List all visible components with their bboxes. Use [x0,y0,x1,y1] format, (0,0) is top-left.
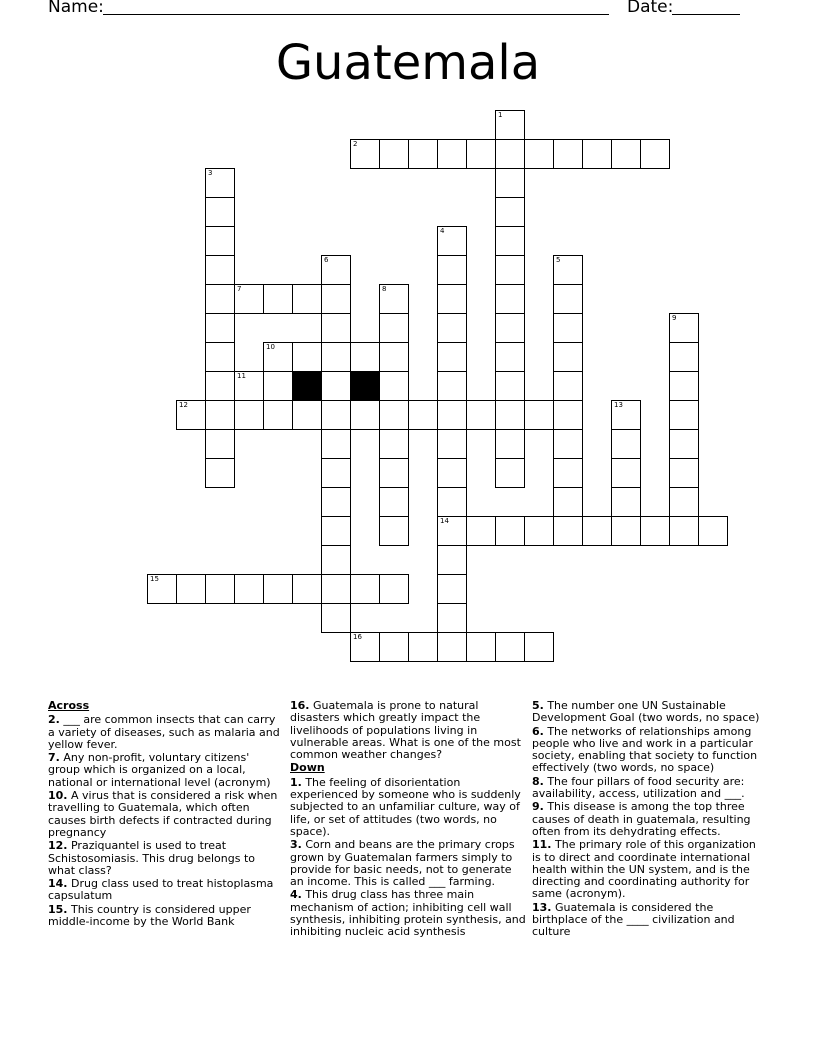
grid-cell[interactable] [379,458,409,488]
grid-cell[interactable] [466,632,496,662]
grid-cell[interactable] [611,516,641,546]
grid-cell[interactable] [321,574,351,604]
clue-number: 8. [532,774,544,788]
grid-cell[interactable] [495,371,525,401]
grid-cell[interactable] [611,139,641,169]
clue-text: Praziquantel is used to treat Schistosomiasis. This drug belongs to what class? [48,839,256,877]
grid-cell[interactable] [379,487,409,517]
clue-text: A virus that is considered a risk when travelling to Guatemala, which often causes birth defects if contracted during pregnancy [48,789,278,839]
grid-cell[interactable] [437,545,467,575]
clue-down-8 [532,776,764,801]
black-cell [292,371,322,401]
grid-cell[interactable] [582,516,612,546]
grid-cell[interactable] [495,458,525,488]
grid-cell[interactable] [669,516,699,546]
grid-cell[interactable] [495,429,525,459]
grid-cell[interactable] [205,313,235,343]
grid-cell[interactable] [437,458,467,488]
clue-number: 1. [290,775,302,789]
grid-cell[interactable] [379,284,409,314]
grid-cell[interactable] [379,516,409,546]
grid-cell[interactable] [408,632,438,662]
black-cell [350,371,380,401]
cell-number: 16 [353,633,362,641]
clue-text: This country is considered upper middle-income by the World Bank [48,902,251,929]
grid-cell[interactable] [437,255,467,285]
grid-cell[interactable] [234,284,264,314]
grid-cell[interactable] [495,110,525,140]
grid-cell[interactable] [669,313,699,343]
grid-cell[interactable] [205,429,235,459]
grid-cell[interactable] [495,255,525,285]
puzzle-title: Guatemala [275,35,541,91]
grid-cell[interactable] [350,632,380,662]
cell-number: 13 [614,401,623,409]
clue-number: 13. [532,900,552,914]
clue-column-3 [532,700,764,940]
cell-number: 10 [266,343,275,351]
cell-number: 8 [382,285,387,293]
clue-text: Guatemala is prone to natural disasters which greatly impact the livelihoods of populations living in vulnerable areas. What is one of the most common weather changes? [290,699,521,762]
grid-cell[interactable] [495,168,525,198]
cell-number: 4 [440,227,445,235]
grid-cell[interactable] [205,342,235,372]
grid-cell[interactable] [466,516,496,546]
cell-number: 7 [237,285,242,293]
cell-number: 9 [672,314,677,322]
clue-down-5 [532,700,764,725]
clue-number: 14. [48,877,68,891]
clue-across-12 [48,840,284,877]
clue-text: The feeling of disorientation experienced by someone who is suddenly subjected to an unfamiliar culture, way of life, or set of attitudes (two words, no space). [290,775,521,838]
grid-cell[interactable] [669,429,699,459]
grid-cell[interactable] [437,516,467,546]
grid-cell[interactable] [553,371,583,401]
grid-cell[interactable] [495,139,525,169]
grid-cell[interactable] [495,632,525,662]
grid-cell[interactable] [437,313,467,343]
grid-cell[interactable] [205,284,235,314]
grid-cell[interactable] [205,168,235,198]
grid-cell[interactable] [437,371,467,401]
clue-down-9 [532,801,764,838]
across-heading: Across [48,699,90,712]
clue-number: 2. [48,713,60,727]
grid-cell[interactable] [495,516,525,546]
clue-number: 7. [48,751,60,765]
grid-cell[interactable] [524,516,554,546]
grid-cell[interactable] [350,342,380,372]
grid-cell[interactable] [437,342,467,372]
cell-number: 5 [556,256,561,264]
clue-text: The four pillars of food security are: availability, access, utilization and ___. [532,774,745,801]
grid-cell[interactable] [553,255,583,285]
grid-cell[interactable] [292,284,322,314]
grid-cell[interactable] [437,603,467,633]
clue-down-6 [532,726,764,775]
grid-cell[interactable] [379,574,409,604]
clue-text: Any non-profit, voluntary citizens' group which is organized on a local, national or international level (acronym) [48,751,271,789]
grid-cell[interactable] [205,458,235,488]
clue-text: Guatemala is considered the birthplace of the ____ civilization and culture [532,900,735,939]
grid-cell[interactable] [379,139,409,169]
clue-text: The networks of relationships among people who live and work in a particular society, enabling that society to function effectively (two words, no space) [532,724,758,775]
grid-cell[interactable] [321,400,351,430]
grid-cell[interactable] [321,255,351,285]
grid-cell[interactable] [379,371,409,401]
cell-number: 6 [324,256,329,264]
grid-cell[interactable] [553,516,583,546]
grid-cell[interactable] [437,226,467,256]
grid-cell[interactable] [669,371,699,401]
grid-cell[interactable] [205,400,235,430]
grid-cell[interactable] [176,574,206,604]
grid-cell[interactable] [321,487,351,517]
grid-cell[interactable] [524,400,554,430]
cell-number: 15 [150,575,159,583]
grid-cell[interactable] [669,400,699,430]
grid-cell[interactable] [495,284,525,314]
grid-cell[interactable] [205,197,235,227]
grid-cell[interactable] [698,516,728,546]
clue-text: The primary role of this organization is to direct and coordinate international health within the UN system, and is the directing and coordinating authority for same (acronym). [532,838,756,901]
grid-cell[interactable] [321,458,351,488]
clue-across-15 [48,904,284,929]
grid-cell[interactable] [292,574,322,604]
grid-cell[interactable] [350,139,380,169]
grid-cell[interactable] [205,226,235,256]
grid-cell[interactable] [205,255,235,285]
grid-cell[interactable] [495,400,525,430]
grid-cell[interactable] [292,400,322,430]
grid-cell[interactable] [321,342,351,372]
grid-cell[interactable] [611,400,641,430]
clue-across-2 [48,714,284,751]
grid-cell[interactable] [379,313,409,343]
clue-across-14 [48,878,284,903]
grid-cell[interactable] [640,139,670,169]
grid-cell[interactable] [495,197,525,227]
grid-cell[interactable] [321,429,351,459]
cell-number: 3 [208,169,213,177]
clue-number: 12. [48,839,68,853]
clue-down-3 [290,839,526,888]
clue-down-1 [290,777,526,838]
grid-cell[interactable] [437,574,467,604]
grid-cell[interactable] [234,371,264,401]
grid-cell[interactable] [321,603,351,633]
grid-cell[interactable] [553,400,583,430]
clue-number: 10. [48,789,68,803]
clue-text: The number one UN Sustainable Development Goal (two words, no space) [532,699,760,725]
clue-number: 3. [290,838,302,852]
clue-across-7 [48,752,284,789]
grid-cell[interactable] [553,458,583,488]
clue-text: Corn and beans are the primary crops grown by Guatemalan farmers simply to provide for basic needs, not to generate an income. This is called ___ farming. [290,838,515,889]
grid-cell[interactable] [524,139,554,169]
grid-cell[interactable] [292,342,322,372]
grid-cell[interactable] [437,429,467,459]
cell-number: 2 [353,140,358,148]
grid-cell[interactable] [640,516,670,546]
grid-cell[interactable] [669,342,699,372]
grid-cell[interactable] [263,400,293,430]
grid-cell[interactable] [408,139,438,169]
grid-cell[interactable] [350,574,380,604]
grid-cell[interactable] [234,400,264,430]
grid-cell[interactable] [466,400,496,430]
date-label: Date: [627,0,674,17]
grid-cell[interactable] [611,487,641,517]
grid-cell[interactable] [379,342,409,372]
grid-cell[interactable] [553,139,583,169]
grid-cell[interactable] [321,284,351,314]
clue-number: 11. [532,838,552,852]
grid-cell[interactable] [437,284,467,314]
clue-column-2 [290,700,526,940]
grid-cell[interactable] [205,574,235,604]
grid-cell[interactable] [437,400,467,430]
clue-text: Drug class used to treat histoplasma capsulatum [48,877,274,903]
clue-column-1 [48,700,284,929]
grid-cell[interactable] [263,284,293,314]
grid-cell[interactable] [147,574,177,604]
grid-cell[interactable] [669,487,699,517]
clue-number: 15. [48,902,68,916]
grid-cell[interactable] [205,371,235,401]
grid-cell[interactable] [321,371,351,401]
grid-cell[interactable] [553,342,583,372]
grid-cell[interactable] [495,313,525,343]
grid-cell[interactable] [582,139,612,169]
clue-text: ___ are common insects that can carry a variety of diseases, such as malaria and yellow fever. [48,713,280,751]
grid-cell[interactable] [263,342,293,372]
grid-cell[interactable] [263,371,293,401]
grid-cell[interactable] [234,574,264,604]
grid-cell[interactable] [553,284,583,314]
cell-number: 14 [440,517,449,525]
clue-number: 9. [532,800,544,814]
grid-cell[interactable] [611,458,641,488]
grid-cell[interactable] [321,313,351,343]
grid-cell[interactable] [524,632,554,662]
grid-cell[interactable] [379,632,409,662]
clue-text: This disease is among the top three causes of death in guatemala, resulting often from its dehydrating effects. [532,800,751,838]
grid-cell[interactable] [495,342,525,372]
grid-cell[interactable] [263,574,293,604]
grid-cell[interactable] [379,400,409,430]
grid-cell[interactable] [408,400,438,430]
clue-number: 16. [290,699,310,712]
grid-cell[interactable] [350,400,380,430]
clue-number: 6. [532,724,544,738]
grid-cell[interactable] [611,429,641,459]
down-heading: Down [290,761,325,775]
grid-cell[interactable] [437,139,467,169]
name-label: Name: [48,0,104,17]
clue-number: 4. [290,888,302,902]
grid-cell[interactable] [553,429,583,459]
clue-down-4 [290,889,526,938]
grid-cell[interactable] [176,400,206,430]
grid-cell[interactable] [321,516,351,546]
cell-number: 1 [498,111,503,119]
cell-number: 12 [179,401,188,409]
clue-across-10 [48,790,284,839]
grid-cell[interactable] [437,487,467,517]
clue-number: 5. [532,699,544,712]
grid-cell[interactable] [669,458,699,488]
grid-cell[interactable] [553,313,583,343]
clue-across-16 [290,700,526,761]
grid-cell[interactable] [495,226,525,256]
clue-text: This drug class has three main mechanism of action; inhibiting cell wall synthesis, inhibiting protein synthesis, and inhibiting nucleic acid synthesis [290,888,526,939]
clue-down-11 [532,839,764,900]
cell-number: 11 [237,372,246,380]
clue-down-13 [532,902,764,939]
grid-cell[interactable] [553,487,583,517]
grid-cell[interactable] [466,139,496,169]
grid-cell[interactable] [437,632,467,662]
grid-cell[interactable] [321,545,351,575]
grid-cell[interactable] [379,429,409,459]
